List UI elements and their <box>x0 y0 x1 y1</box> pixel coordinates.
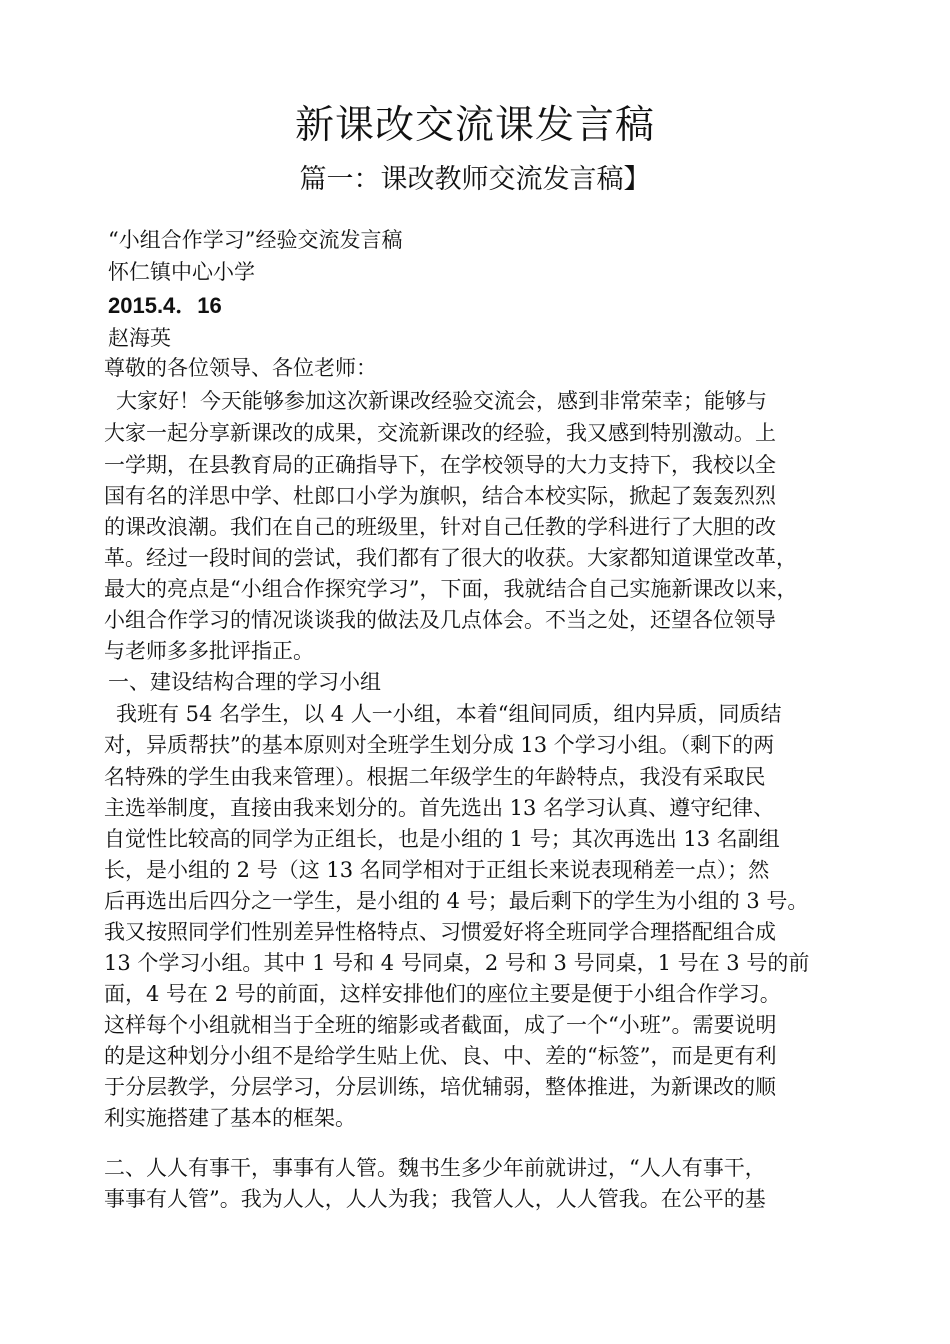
paragraph-line: 名特殊的学生由我来管理）。根据二年级学生的年龄特点，我没有采取民 <box>104 765 766 789</box>
paragraph-line: 这样每个小组就相当于全班的缩影或者截面，成了一个“小班”。需要说明 <box>104 1013 777 1037</box>
paragraph-line: 最大的亮点是“小组合作探究学习”，下面，我就结合自己实施新课改以来， <box>104 577 798 601</box>
paragraph-line: 对，异质帮扶”的基本原则对全班学生划分成 13 个学习小组。（剩下的两 <box>104 733 775 757</box>
paragraph-line: 主选举制度，直接由我来划分的。首先选出 13 名学习认真、遵守纪律、 <box>104 796 775 820</box>
paragraph-line: 我班有 54 名学生，以 4 人一小组，本着“组间同质，组内异质，同质结 <box>116 702 782 726</box>
paragraph-line: 与老师多多批评指正。 <box>104 639 314 663</box>
author-line: 赵海英 <box>108 326 171 350</box>
document-title: 新课改交流课发言稿 <box>294 103 655 148</box>
paragraph-line: 大家一起分享新课改的成果，交流新课改的经验，我又感到特别激动。上 <box>104 421 776 445</box>
paragraph-line: 面，4 号在 2 号的前面，这样安排他们的座位主要是便于小组合作学习。 <box>104 982 781 1006</box>
paragraph-line: 利实施搭建了基本的框架。 <box>104 1106 356 1130</box>
paragraph-line: 自觉性比较高的同学为正组长，也是小组的 1 号；其次再选出 13 名副组 <box>104 827 780 851</box>
salutation-line: 尊敬的各位领导、各位老师： <box>104 356 377 380</box>
paragraph-line: 国有名的洋思中学、杜郎口小学为旗帜，结合本校实际，掀起了轰轰烈烈 <box>104 484 776 508</box>
paragraph-line: 大家好！今天能够参加这次新课改经验交流会，感到非常荣幸；能够与 <box>116 389 767 413</box>
paragraph-line: 小组合作学习的情况谈谈我的做法及几点体会。不当之处，还望各位领导 <box>104 608 776 632</box>
paragraph-line: 后再选出后四分之一学生，是小组的 4 号；最后剩下的学生为小组的 3 号。 <box>104 889 809 913</box>
paragraph-line: 13 个学习小组。其中 1 号和 4 号同桌，2 号和 3 号同桌，1 号在 3 号的前 <box>104 951 810 975</box>
section-heading: 一、建设结构合理的学习小组 <box>108 670 381 694</box>
paragraph-line: 二、人人有事干，事事有人管。魏书生多少年前就讲过，“人人有事干， <box>104 1156 766 1180</box>
document-subtitle: 篇一：课改教师交流发言稿】 <box>299 164 651 195</box>
speech-title-line: “小组合作学习”经验交流发言稿 <box>108 228 403 252</box>
paragraph-line: 我又按照同学们性别差异性格特点、习惯爱好将全班同学合理搭配组合成 <box>104 920 776 944</box>
paragraph-line: 的是这种划分小组不是给学生贴上优、良、中、差的“标签”，而是更有利 <box>104 1044 777 1068</box>
paragraph-line: 长，是小组的 2 号（这 13 名同学相对于正组长来说表现稍差一点）；然 <box>104 858 770 882</box>
paragraph-line: 于分层教学，分层学习，分层训练，培优辅弱，整体推进，为新课改的顺 <box>104 1075 776 1099</box>
school-name-line: 怀仁镇中心小学 <box>108 260 255 284</box>
paragraph-line: 的课改浪潮。我们在自己的班级里，针对自己任教的学科进行了大胆的改 <box>104 515 776 539</box>
paragraph-line: 事事有人管”。我为人人，人人为我；我管人人，人人管我。在公平的基 <box>104 1187 766 1211</box>
date-line: 2015.4．16 <box>108 293 222 318</box>
paragraph-line: 一学期，在县教育局的正确指导下，在学校领导的大力支持下，我校以全 <box>104 453 776 477</box>
paragraph-line: 革。经过一段时间的尝试，我们都有了很大的收获。大家都知道课堂改革， <box>104 546 797 570</box>
